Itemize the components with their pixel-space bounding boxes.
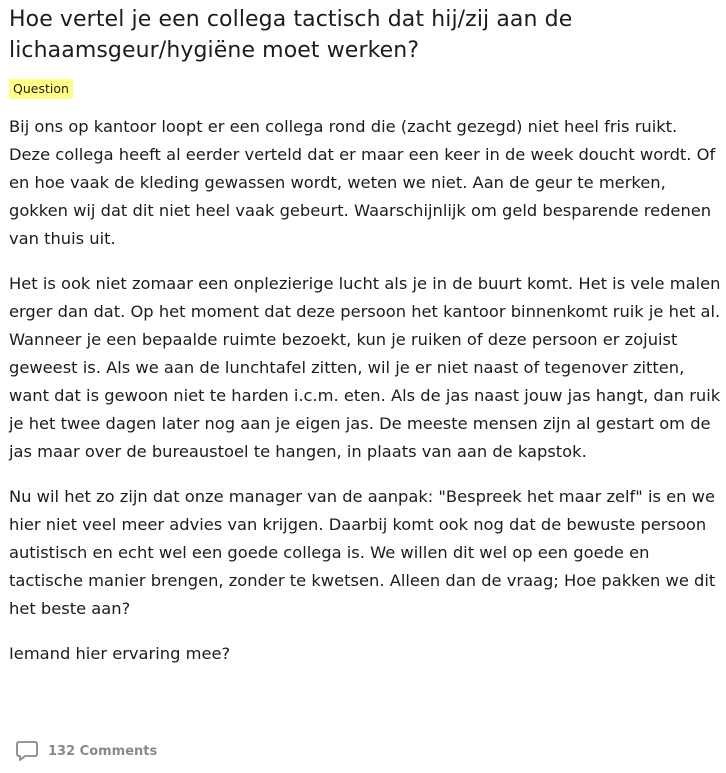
comments-count: 132 Comments — [48, 743, 158, 759]
comments-button[interactable] — [14, 736, 157, 766]
post-paragraph: Het is ook niet zomaar een onplezierige lucht als je in de buurt komt. Het is vele malen erger dan dat. Op het moment dat deze persoon het kantoor binnenkomt ruik je het al. Wanneer je een bepaalde ruimte bezoekt, kun je ruiken of deze persoon er zojuist geweest is. Als we aan de lunchtafel zitten, wil je er niet naast of tegenover zitten, want dat is gewoon niet te harden i.c.m. eten. Als de jas naast jouw jas hangt, dan ruik je het twee dagen later nog aan je eigen jas. De meeste mensen zijn al gestart om de jas maar over de bureaustoel te hangen, in plaats van aan de kapstok. — [9, 274, 721, 461]
post — [9, 4, 721, 685]
post-flair[interactable]: Question — [9, 79, 73, 99]
post-title[interactable]: Hoe vertel je een collega tactisch dat hij/zij aan de lichaamsgeur/hygiëne moet werken? — [9, 7, 573, 63]
post-paragraph: Iemand hier ervaring mee? — [9, 644, 231, 663]
post-paragraph: Bij ons op kantoor loopt er een collega rond die (zacht gezegd) niet heel fris ruikt. Deze collega heeft al eerder verteld dat er maar een keer in de week doucht wordt. Of en hoe vaak de kleding gewassen wordt, weten we niet. Aan de geur te merken, gokken wij dat dit niet heel vaak gebeurt. Waarschijnlijk om geld besparende redenen van thuis uit. — [9, 117, 716, 248]
post-paragraph: Nu wil het zo zijn dat onze manager van de aanpak: "Bespreek het maar zelf" is en we hier niet veel meer advies van krijgen. Daarbij komt ook nog dat de bewuste persoon autistisch en echt wel een goede collega is. We willen dit wel op een goede en tactische manier brengen, zonder te kwetsen. Alleen dan de vraag; Hoe pakken we dit het beste aan? — [9, 487, 716, 618]
post-body — [9, 113, 721, 668]
comment-bubble-icon — [14, 738, 40, 764]
